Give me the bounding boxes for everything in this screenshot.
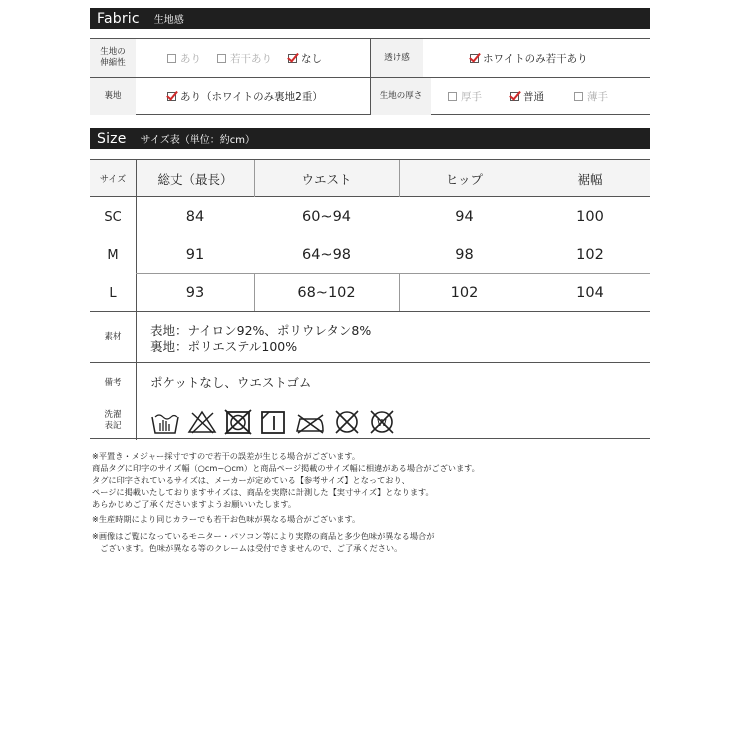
material-label: 素材 <box>104 331 122 342</box>
lining-options <box>167 78 371 115</box>
fabric-row <box>90 39 650 77</box>
thickness-label: 生地の厚さ <box>371 78 431 115</box>
lining-option: あり（ホワイトのみ裏地2重） <box>167 89 323 104</box>
size-cell: 93 <box>185 285 205 301</box>
size-cell: 100 <box>576 209 604 225</box>
remarks-text: ポケットなし、ウエストゴム <box>150 375 312 390</box>
size-subtitle: サイズ表（単位：約cm） <box>140 135 255 146</box>
size-title: Size <box>97 130 127 147</box>
divider <box>90 362 650 363</box>
size-cell: M <box>107 247 119 263</box>
svg-text:W: W <box>377 418 387 429</box>
header-waist: ウエスト <box>301 171 352 187</box>
size-cell: 91 <box>185 247 205 263</box>
size-table-header <box>90 160 650 197</box>
no-dry-clean-icon <box>333 409 361 435</box>
thickness-option-thin: 薄手 <box>574 89 608 104</box>
size-cell: 60~94 <box>301 209 352 225</box>
care-label: 洗濯 表記 <box>104 410 122 431</box>
material-text: 表地：ナイロン92%、ポリウレタン8% 裏地：ポリエステル100% <box>150 323 372 354</box>
fabric-subtitle: 生地感 <box>153 15 184 26</box>
checked-checkbox-icon <box>510 92 519 101</box>
checkbox-icon <box>167 54 176 63</box>
stretch-option-none: なし <box>288 51 322 66</box>
no-tumble-dry-icon <box>224 409 252 435</box>
size-cell: 68~102 <box>297 285 356 301</box>
stretch-label: 生地の 伸縮性 <box>90 39 136 77</box>
thickness-option-normal: 普通 <box>510 89 544 104</box>
checkbox-icon <box>217 54 226 63</box>
notes-block <box>92 450 480 510</box>
no-iron-icon <box>294 409 326 435</box>
remarks-label: 備考 <box>104 377 122 388</box>
sheer-option: ホワイトのみ若干あり <box>470 51 588 66</box>
size-section-header <box>90 128 650 149</box>
size-cell: SC <box>104 209 122 225</box>
no-wet-clean-icon <box>368 409 396 435</box>
thickness-options <box>448 78 650 115</box>
size-cell: 98 <box>455 247 474 263</box>
sheer-options <box>470 39 650 77</box>
header-length: 総丈（最長） <box>157 171 233 187</box>
size-cell: 102 <box>576 247 604 263</box>
size-row <box>90 198 650 236</box>
checked-checkbox-icon <box>470 54 479 63</box>
note-line: あらかじめご了承くださいますようお願いいたします。 <box>92 499 297 509</box>
stretch-option-yes: あり <box>167 51 201 66</box>
stretch-option-slight: 若干あり <box>217 51 272 66</box>
header-hem: 裾幅 <box>577 171 603 187</box>
checked-checkbox-icon <box>167 92 176 101</box>
note-line: ※生産時期により同じカラーでも若干お色味が異なる場合がございます。 <box>92 514 361 524</box>
note-line: タグに印字されているサイズは、メーカーが定めている【参考サイズ】となっており、 <box>92 475 410 485</box>
notes-block-2 <box>92 530 434 554</box>
checkbox-icon <box>574 92 583 101</box>
divider <box>90 311 650 312</box>
size-cell: 102 <box>450 285 479 301</box>
note-line: ※平置き・メジャー採寸ですので若干の誤差が生じる場合がございます。 <box>92 451 361 461</box>
size-cell: 84 <box>185 209 205 225</box>
size-row <box>90 236 650 274</box>
stretch-options <box>167 39 371 77</box>
size-cell: 64~98 <box>301 247 352 263</box>
size-row <box>90 274 650 312</box>
note-line: ございます。色味が異なる等のクレームは受付できませんので、ご了承ください。 <box>92 543 403 553</box>
header-size: サイズ <box>99 175 127 185</box>
divider <box>399 160 400 197</box>
divider <box>254 160 255 197</box>
hand-wash-icon <box>150 409 180 435</box>
care-icons <box>150 409 403 435</box>
size-cell: 94 <box>455 209 474 225</box>
size-cell: 104 <box>576 285 604 301</box>
lining-label: 裏地 <box>90 78 136 115</box>
note-line: 商品タグに印字のサイズ幅（○cm~○cm）と商品ページ掲載のサイズ幅に相違がある場合がございます。 <box>92 463 480 473</box>
checkbox-icon <box>448 92 457 101</box>
fabric-table <box>90 38 650 115</box>
fabric-row <box>90 77 650 115</box>
header-hip: ヒップ <box>445 171 484 187</box>
size-table <box>90 159 650 439</box>
line-dry-shade-icon <box>259 409 287 435</box>
size-cell: L <box>109 285 117 301</box>
note-line: ※画像はご覧になっているモニター・パソコン等により実際の商品と多少色味が異なる場合が <box>92 531 435 541</box>
thickness-option-thick: 厚手 <box>448 89 482 104</box>
fabric-section-header <box>90 8 650 29</box>
note-line: ページに掲載いたしておりますサイズは、商品を実際に計測した【実寸サイズ】となります。 <box>92 487 434 497</box>
checked-checkbox-icon <box>288 54 297 63</box>
sheer-label: 透け感 <box>371 39 423 77</box>
fabric-title: Fabric <box>97 10 140 27</box>
no-bleach-icon <box>187 409 217 435</box>
